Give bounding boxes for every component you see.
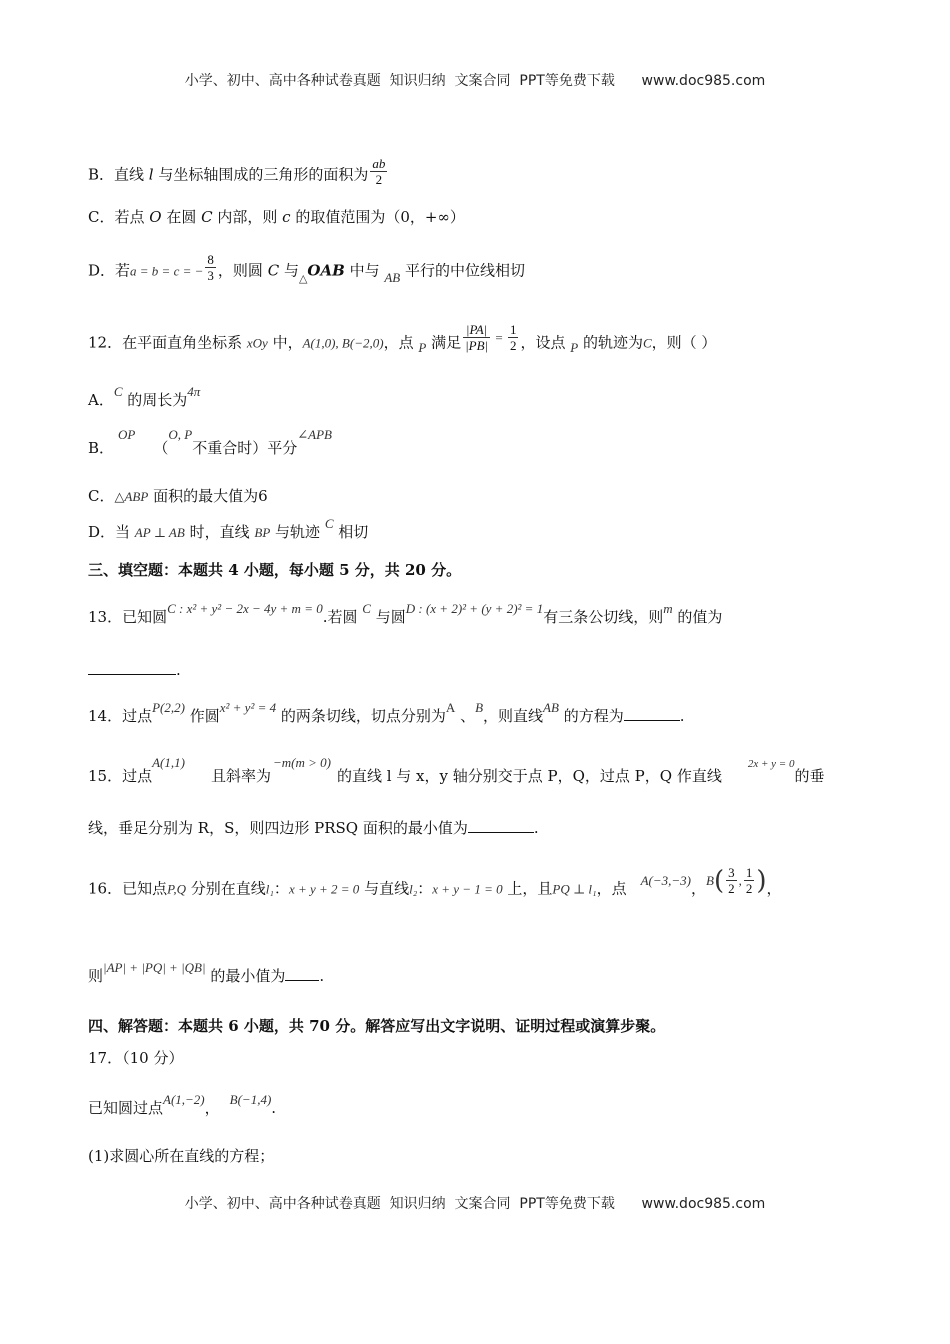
q16-stem: 16．已知点P,Q 分别在直线l₁：x + y + 2 = 0 与直线l₂：x + y − 1 = 0 上，且PQ ⊥ l₁，点 A(−3,−3)，B( $\frac{3}{2}$ , $\frac{1}{2}$ )， <box>88 865 782 898</box>
question-number: 13．已知圆 <box>88 608 168 626</box>
math-triangle-ABP: △ABP <box>114 489 149 504</box>
text: 、 <box>455 707 476 725</box>
text: 的轨迹为 <box>578 333 643 352</box>
text: 的值为 <box>672 608 723 626</box>
frac-num: 1 <box>509 322 517 337</box>
q11-option-d <box>88 252 526 287</box>
q11-option-c <box>88 207 465 227</box>
text: ，则直线 <box>483 707 544 725</box>
fraction-one-half <box>508 322 519 353</box>
var-c: c <box>282 208 291 226</box>
text: 中， <box>267 333 303 352</box>
q14-stem <box>88 700 685 727</box>
math-point-A: A(−3,−3) <box>640 872 691 888</box>
section-3-title: 三、填空题：本题共 4 小题，每小题 5 分，共 20 分。 <box>88 561 462 579</box>
var-AB: AB <box>543 700 559 715</box>
question-number: 14．过点 <box>88 707 153 725</box>
text: 平行的中位线相切 <box>400 261 526 280</box>
math-4pi: 4π <box>187 384 201 399</box>
text: 已知圆过点 <box>88 1099 164 1117</box>
q11-option-b <box>88 156 389 191</box>
text: 时，直线 <box>184 523 255 541</box>
text: 与 <box>279 261 299 280</box>
fraction-PA-over-PB <box>463 322 490 353</box>
text: 上，且 <box>502 879 553 898</box>
math-points-AB: A(1,0), B(−2,0) <box>302 335 384 351</box>
var-l: l <box>148 165 154 184</box>
answer-blank[interactable] <box>624 706 680 721</box>
option-label: C．若点 <box>88 208 150 226</box>
text: . <box>533 819 539 837</box>
fraction-1-over-2 <box>744 865 755 896</box>
text: ，点 <box>383 333 419 352</box>
answer-blank[interactable] <box>285 966 319 981</box>
option-label: D．若 <box>88 261 131 280</box>
var-C: C <box>362 601 371 616</box>
frac-den: 2 <box>509 338 517 353</box>
frac-den: 2 <box>728 881 735 896</box>
frac-num: |PA| <box>463 322 490 338</box>
option-label: D．当 <box>88 523 135 541</box>
var-C: C <box>113 384 123 399</box>
q12-option-b <box>88 427 332 459</box>
text: ： <box>417 879 433 898</box>
text: ， <box>690 879 706 898</box>
text: 作圆 <box>184 707 220 725</box>
math-point-B: B(−1,4) <box>229 1092 272 1107</box>
text: 的垂 <box>794 767 825 785</box>
var-O: O <box>149 208 162 226</box>
text: 的取值范围为（0，+∞） <box>290 208 465 226</box>
var-C: C <box>324 516 334 531</box>
text: 中与 <box>344 261 385 280</box>
math-PQ-perp-l1: PQ ⊥ l₁ <box>552 881 597 897</box>
frac-den: 3 <box>207 268 214 283</box>
option-label: B．直线 <box>88 165 149 184</box>
math-abc: a = b = c = − <box>130 263 204 279</box>
frac-den: 2 <box>745 881 753 896</box>
var-C: C <box>201 208 213 226</box>
text: . <box>176 661 181 679</box>
text: . <box>271 1099 277 1117</box>
text: 线，垂足分别为 R，S，则四边形 PRSQ 面积的最小值为 <box>88 819 468 837</box>
frac-num: 3 <box>728 865 735 880</box>
frac-den: 2 <box>375 172 383 187</box>
option-text: 与坐标轴围成的三角形的面积为 <box>153 165 369 184</box>
math-point-A: A(1,1) <box>152 755 185 770</box>
math-point-A: A(1,−2) <box>163 1092 205 1107</box>
text: 面积的最大值为6 <box>148 487 268 505</box>
q12-option-a <box>88 384 201 411</box>
frac-num: ab <box>372 156 386 171</box>
equals-sign: = <box>492 329 506 345</box>
q13-answer-line <box>88 660 181 680</box>
q15-stem-cont <box>88 818 539 838</box>
frac-den: |PB| <box>465 338 489 353</box>
var-B: B <box>706 872 714 888</box>
text: 与直线 <box>359 879 410 898</box>
var-B: B <box>475 700 484 715</box>
var-P: P <box>570 339 579 355</box>
math-O-P: O, P <box>168 427 193 442</box>
frac-num: 1 <box>745 865 753 880</box>
answer-blank[interactable] <box>88 660 176 675</box>
paren-close: ) <box>756 865 767 896</box>
q15-stem <box>88 755 825 788</box>
math-line: 2x + y = 0 <box>747 758 795 770</box>
fraction-ab-over-2 <box>370 156 387 187</box>
text: ，点 <box>596 879 627 898</box>
math-AP-perp-AB: AP ⊥ AB <box>134 525 185 540</box>
text: ，设点 <box>520 333 571 352</box>
var-m: m <box>663 601 673 616</box>
math-distance-sum: |AP| + |PQ| + |QB| <box>103 960 206 975</box>
option-label: C． <box>88 487 115 505</box>
var-C: C <box>267 261 280 280</box>
text: 的周长为 <box>122 391 188 409</box>
q13-stem <box>88 601 723 628</box>
math-slope: −m(m > 0) <box>272 755 331 770</box>
text: ： <box>273 879 289 898</box>
q12-option-d <box>88 516 369 543</box>
text: .若圆 <box>322 608 363 626</box>
option-label: A． <box>88 391 114 409</box>
q12-stem <box>88 322 717 359</box>
q12-option-c <box>88 486 268 507</box>
text: 内部，则 <box>212 208 283 226</box>
question-number: 12．在平面直角坐标系 <box>88 333 247 352</box>
frac-num: 8 <box>207 252 214 267</box>
q17-head: 17．（10 分） <box>88 1049 184 1067</box>
fraction-8-over-3 <box>205 252 216 283</box>
q16-stem-cont <box>88 960 325 987</box>
question-number: 15．过点 <box>88 767 153 785</box>
text: 分别在直线 <box>186 879 266 898</box>
var-P: P <box>418 339 427 355</box>
var-C: C <box>642 335 652 351</box>
math-line-1: x + y + 2 = 0 <box>288 881 360 897</box>
text: （ <box>153 439 169 457</box>
var-OP: OP <box>118 427 136 442</box>
page-footer: 小学、初中、高中各种试卷真题 知识归纳 文案合同 PPT等免费下载 www.doc985.com <box>184 1196 766 1212</box>
answer-blank[interactable] <box>468 818 534 833</box>
q17-part-1: (1)求圆心所在直线的方程； <box>88 1147 275 1165</box>
fraction-3-over-2 <box>726 865 737 896</box>
var-OAB: OAB <box>307 261 345 280</box>
math-circle-C: C : x² + y² − 2x − 4y + m = 0 <box>167 601 323 616</box>
option-label: B． <box>88 439 115 457</box>
text: 相切 <box>333 523 369 541</box>
math-point-P: P(2,2) <box>152 700 185 715</box>
text: 的最小值为 <box>205 967 286 985</box>
text: 与轨迹 <box>270 523 325 541</box>
text: 满足 <box>426 333 462 352</box>
text: 在圆 <box>161 208 202 226</box>
var-l1: l₁ <box>265 881 274 897</box>
page-header: 小学、初中、高中各种试卷真题 知识归纳 文案合同 PPT等免费下载 www.doc985.com <box>184 73 766 89</box>
text: 与圆 <box>370 608 406 626</box>
text: ，则（ ） <box>651 333 717 352</box>
text: 的直线 l 与 x，y 轴分别交于点 P，Q，过点 P，Q 作直线 <box>336 767 722 785</box>
var-BP: BP <box>254 525 271 540</box>
text: ， <box>204 1099 220 1117</box>
var-AB: AB <box>384 269 401 285</box>
math-P-Q: P,Q <box>167 881 186 897</box>
text: 的方程为 <box>558 707 624 725</box>
math-line-2: x + y − 1 = 0 <box>432 881 503 897</box>
text: 则 <box>88 967 104 985</box>
text: ， <box>766 879 782 898</box>
text: 不重合时）平分 <box>192 439 298 457</box>
paren-open: ( <box>713 865 725 896</box>
math-circle: x² + y² = 4 <box>219 700 277 715</box>
section-4-title: 四、解答题：本题共 6 小题，共 70 分。解答应写出文字说明、证明过程或演算步聚。 <box>88 1017 666 1035</box>
text: 有三条公切线，则 <box>543 608 664 626</box>
math-circle-D: D : (x + 2)² + (y + 2)² = 1 <box>405 601 544 616</box>
var-A: A <box>445 700 456 715</box>
math-angle-APB: ∠APB <box>297 427 332 442</box>
triangle-icon: △ <box>298 272 308 285</box>
text: 的两条切线，切点分别为 <box>276 707 446 725</box>
math-xOy: xOy <box>246 335 268 351</box>
text: . <box>319 967 325 985</box>
text: . <box>679 707 685 725</box>
question-number: 16．已知点 <box>88 879 168 898</box>
text: 且斜率为 <box>210 767 271 785</box>
q17-stem <box>88 1092 277 1119</box>
var-l2: l₂ <box>409 881 418 897</box>
text: ，则圆 <box>217 261 268 280</box>
